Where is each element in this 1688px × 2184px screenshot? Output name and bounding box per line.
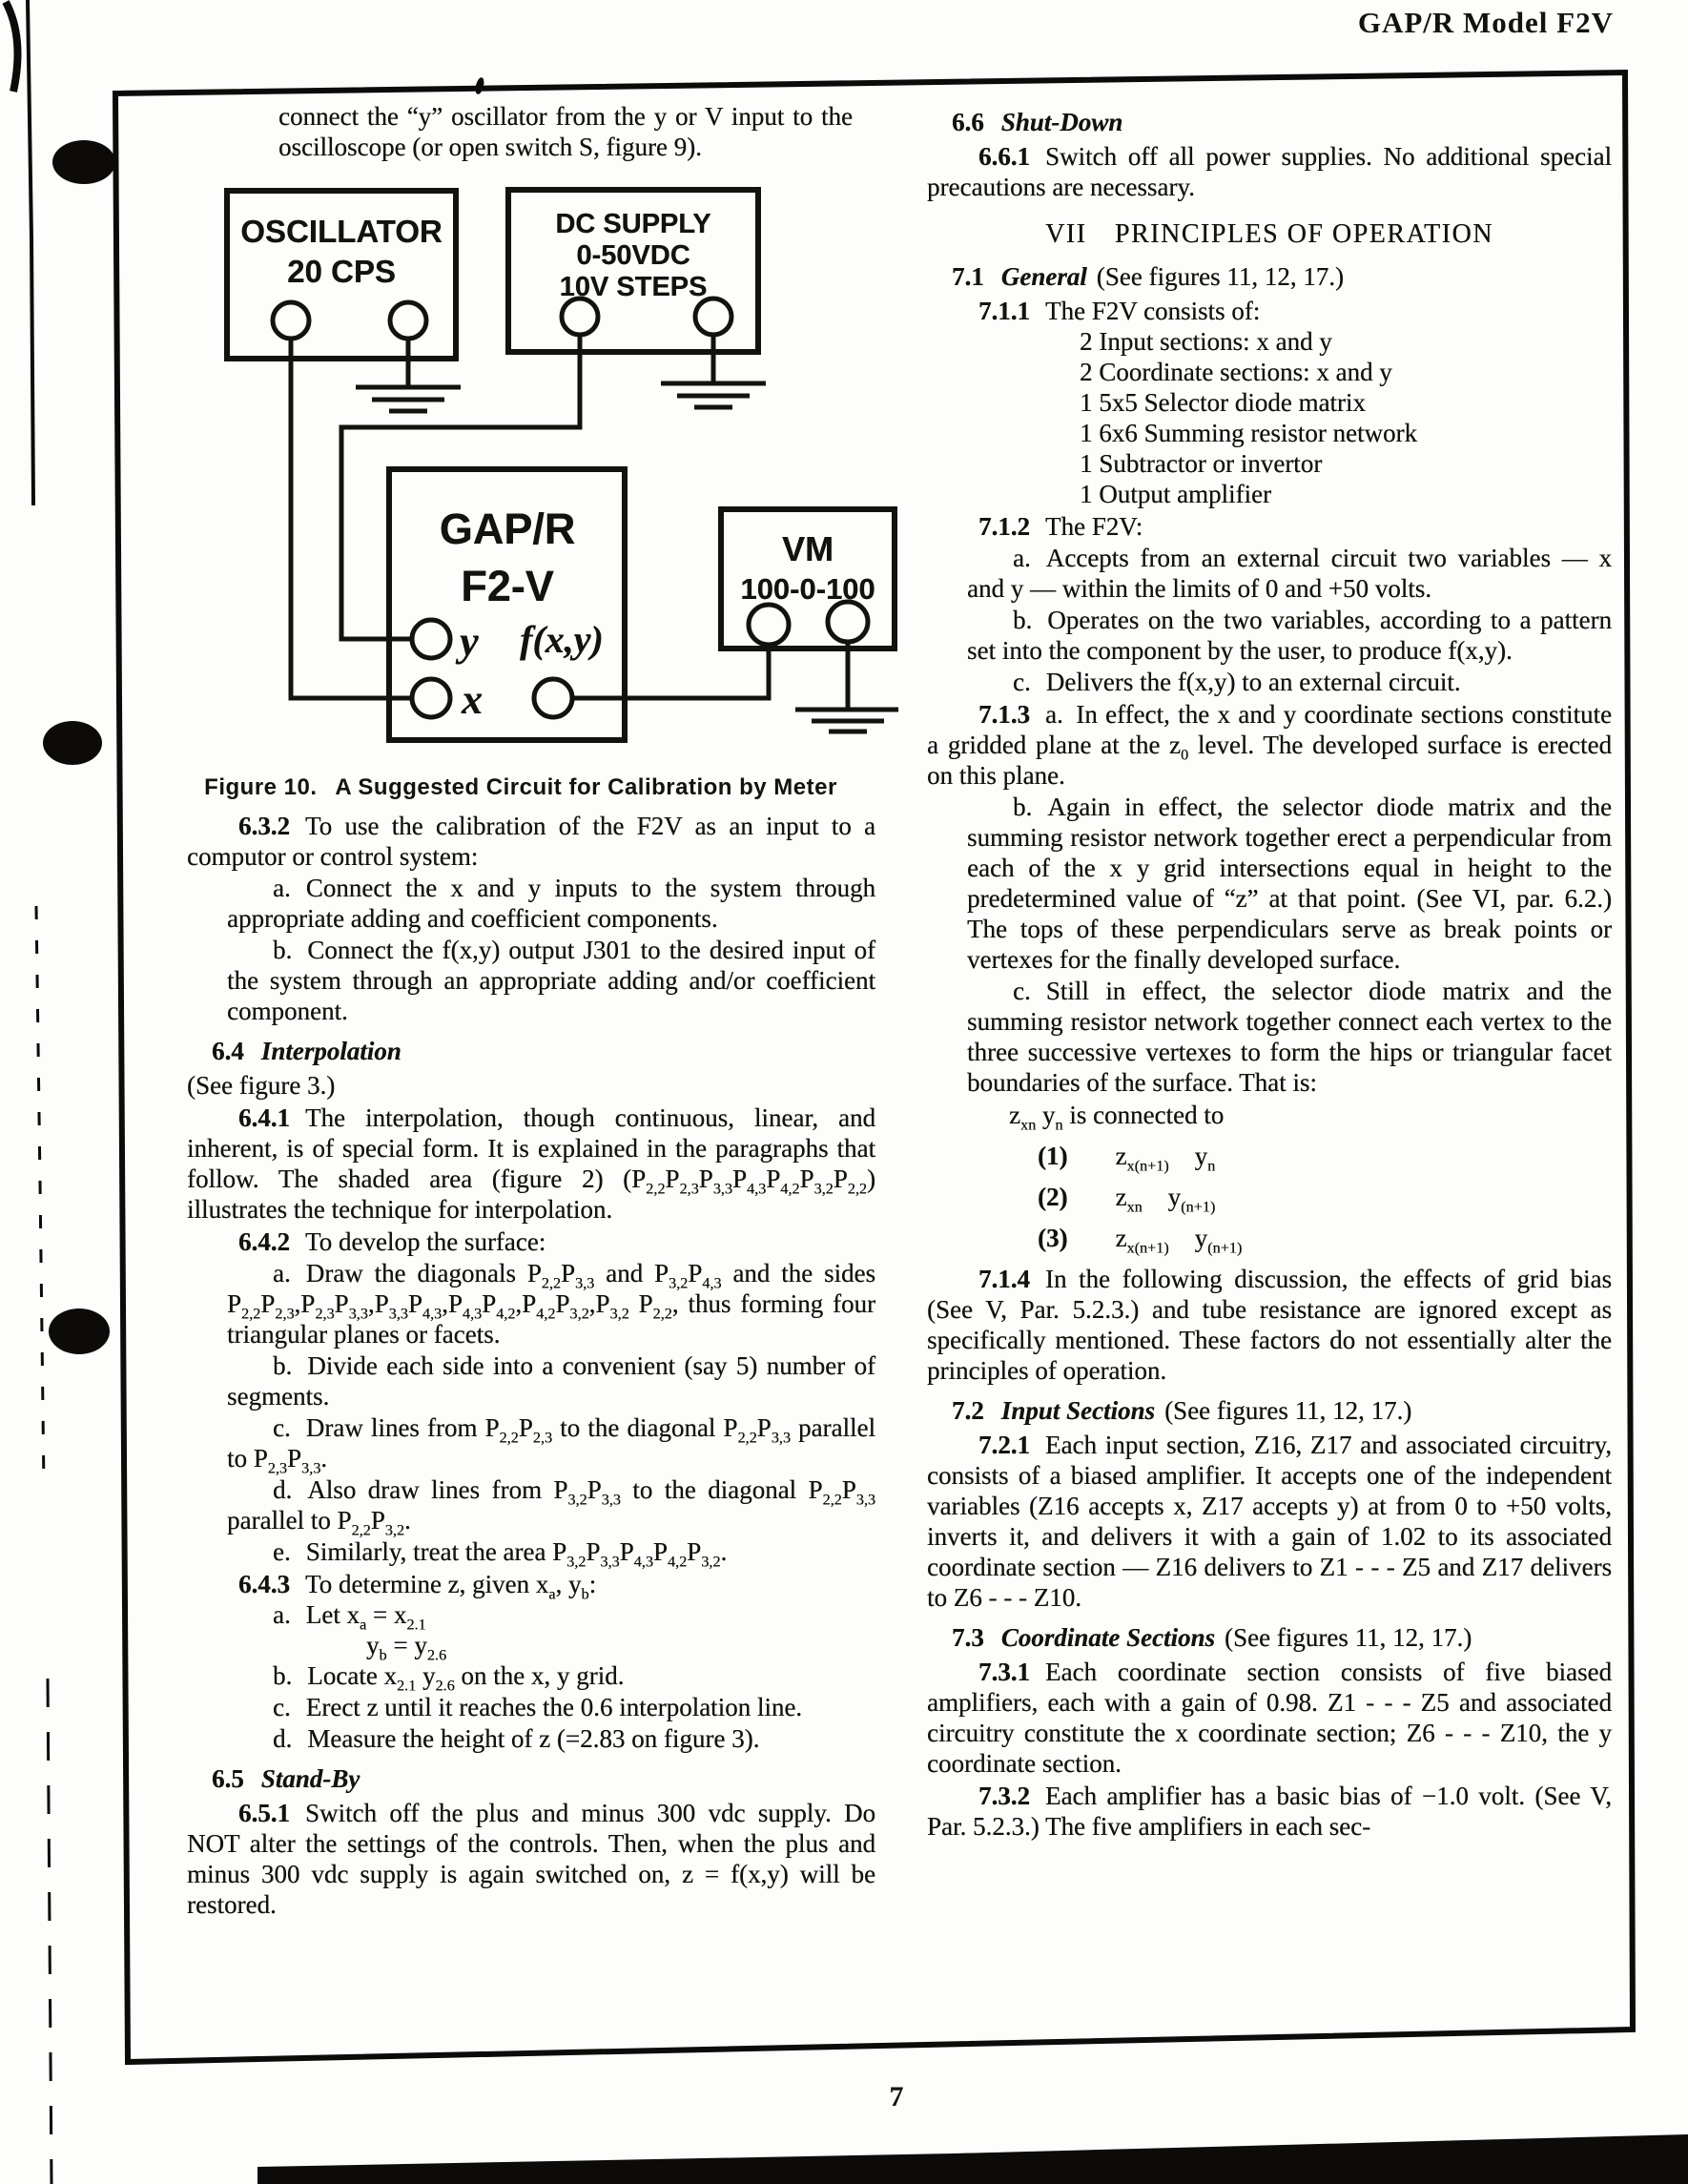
ground-icon	[795, 710, 898, 731]
dc-supply-label: DC SUPPLY	[555, 209, 711, 239]
oscillator-label: OSCILLATOR	[240, 214, 443, 249]
component-list-item: 1 Output amplifier	[1080, 480, 1271, 508]
edge-scan-line	[36, 906, 44, 1488]
vm-terminal	[828, 602, 868, 642]
punch-hole	[52, 140, 115, 184]
paragraph-6-6-1: 6.6.1 Switch off all power supplies. No additional special precautions are necessary.	[927, 142, 1612, 201]
y-port-label: y	[460, 618, 479, 665]
vm-scale-label: 100-0-100	[740, 572, 875, 606]
item-6-3-2-a: a. Connect the x and y inputs to the system through appropriate adding and coefficient components.	[227, 874, 875, 933]
paragraph-7-1-2: 7.1.2 The F2V:	[978, 512, 1143, 541]
figure-10	[143, 175, 898, 803]
equation-1: (1) $z_{x(n+1)}$ $y_n$	[1038, 1142, 1216, 1175]
section-vii-heading: VII PRINCIPLES OF OPERATION	[1045, 219, 1493, 249]
component-list-item: 1 Subtractor or invertor	[1080, 449, 1323, 478]
x-input-terminal	[412, 679, 450, 717]
y-input-terminal	[412, 620, 450, 658]
paragraph-6-4-2: 6.4.2 To develop the surface:	[238, 1227, 546, 1256]
paragraph-6-4-1: 6.4.1 The interpolation, though continuous, linear, and inherent, is of special form. It is explained in the paragraphs that follow. The shaded area (figure 2) $(P_{2,2}P_{2,3}P_{3,3}P_{4,3}P_{4,2}P_{3,2}P_{2,2})$ illustrates the technique for interpolation.	[187, 1103, 875, 1224]
figure-caption: Figure 10. A Suggested Circuit for Calibration by Meter	[204, 774, 837, 800]
item-7-1-2-b: b. Operates on the two variables, according to a pattern set into the component by the user, to produce f(x,y).	[967, 606, 1612, 665]
paragraph-7-3-1: 7.3.1 Each coordinate section consists of five biased amplifiers, each with a gain of 0.98. Z1 - - - Z5 and associated circuitry constitute the x coordinate section; Z6 - - - Z10, the y coordinate section.	[927, 1658, 1612, 1778]
ground-icon	[356, 387, 461, 411]
equation-2: (2) $z_{xn}$ $y_{(n+1)}$	[1038, 1183, 1216, 1216]
heading-6-4: 6.4 Interpolation	[212, 1037, 401, 1065]
component-list-item: 2 Coordinate sections: x and y	[1080, 358, 1392, 386]
equation-3: (3) $z_{x(n+1)}$ $y_{(n+1)}$	[1038, 1224, 1243, 1257]
terminal	[390, 302, 426, 339]
oscillator-freq-label: 20 CPS	[287, 254, 396, 289]
item-6-4-2-b: b. Divide each side into a convenient (say 5) number of segments.	[227, 1351, 875, 1411]
continuation-paragraph: connect the “y” oscillator from the y or V input to the oscilloscope (or open switch S, figure 9).	[278, 102, 853, 161]
paragraph-7-2-1: 7.2.1 Each input section, Z16, Z17 and associated circuitry, consists of a biased amplifier. It accepts one of the independent variables (Z16 accepts x, Z17 accepts y) at from 0 to +50 volts, inverts it, and delivers it with a gain of 1.02 to its associated coordinate section — Z16 delivers to Z1 - - - Z5 and Z17 delivers to Z6 - - - Z10.	[927, 1431, 1612, 1612]
heading-6-6: 6.6 Shut-Down	[952, 108, 1123, 136]
heading-7-1: 7.1 General (See figures 11, 12, 17.)	[952, 262, 1344, 291]
paragraph-6-5-1: 6.5.1 Switch off the plus and minus 300 vdc supply. Do NOT alter the settings of the controls. Then, when the plus and minus 300 vdc supply is again switched on, z = f(x,y) will be restored.	[187, 1799, 875, 1919]
wire-oscillator-to-x	[291, 339, 412, 698]
terminal	[562, 299, 598, 335]
bottom-scan-bar	[257, 2134, 1688, 2184]
paragraph-7-1-1: 7.1.1 The F2V consists of:	[978, 297, 1261, 325]
page-header: GAP/R Model F2V	[1357, 6, 1614, 39]
ink-speck	[474, 76, 485, 94]
right-column	[927, 107, 1612, 1842]
equation-xa: a. Let $x_a = x_{2.1}$	[273, 1600, 426, 1634]
edge-scan-line	[48, 1679, 51, 2184]
item-6-4-3-c: c. Erect z until it reaches the 0.6 interpolation line.	[273, 1693, 803, 1721]
connection-statement: $z_{xn}$ $y_n$ is connected to	[1009, 1101, 1225, 1134]
paragraph-7-3-2: 7.3.2 Each amplifier has a basic bias of −1.0 volt. (See V, Par. 5.2.3.) The five amplifiers in each sec-	[927, 1782, 1612, 1841]
calibration-circuit-diagram	[143, 175, 898, 767]
item-6-4-2-c: c. Draw lines from $P_{2,2}P_{2,3}$ to the diagonal $P_{2,2}P_{3,3}$ parallel to $P_{2,3}P_{3,3}$.	[227, 1413, 875, 1477]
f2v-brand-label: GAP/R	[439, 505, 576, 553]
page-number: 7	[889, 2081, 904, 2112]
note-see-figure-3: (See figure 3.)	[187, 1071, 336, 1100]
dc-supply-range-label: 0-50VDC	[576, 240, 690, 271]
vm-terminal	[749, 605, 789, 645]
component-list-item: 1 5x5 Selector diode matrix	[1080, 388, 1366, 417]
corner-scan-mark	[6, 2, 18, 92]
fxy-port-label: f(x,y)	[520, 618, 604, 661]
item-7-1-2-a: a. Accepts from an external circuit two variables — x and y — within the limits of 0 and +50 volts.	[967, 544, 1612, 603]
component-list-item: 2 Input sections: x and y	[1080, 327, 1332, 356]
ground-icon	[661, 383, 766, 407]
item-7-1-2-c: c. Delivers the f(x,y) to an external circuit.	[1013, 668, 1461, 696]
left-column	[187, 101, 875, 1920]
item-6-4-2-e: e. Similarly, treat the area $P_{3,2}P_{3,3}P_{4,3}P_{4,2}P_{3,2}$.	[273, 1537, 728, 1571]
item-6-4-3-b: b. Locate $x_{2.1}$ $y_{2.6}$ on the x, y grid.	[273, 1661, 625, 1695]
punch-hole	[49, 1308, 110, 1354]
dc-supply-steps-label: 10V STEPS	[559, 272, 708, 302]
heading-7-2: 7.2 Input Sections (See figures 11, 12, 17.)	[952, 1396, 1412, 1425]
item-7-1-3-b: b. Again in effect, the selector diode matrix and the summing resistor network together erect a perpendicular from each of the x y grid intersections equal in height to the predetermined value of “z” at that point. (See VI, par. 6.2.) The tops of these perpendiculars serve as break points or vertexes for the finally developed surface.	[967, 793, 1612, 974]
f2v-model-label: F2-V	[461, 562, 554, 610]
component-list-item: 1 6x6 Summing resistor network	[1080, 419, 1417, 447]
item-6-3-2-b: b. Connect the f(x,y) output J301 to the desired input of the system through an appropriate adding and/or coefficient component.	[227, 936, 875, 1025]
paragraph-7-1-3-a: 7.1.3 a. In effect, the x and y coordinate sections constitute a gridded plane at the $z_0$ level. The developed surface is erected on this plane.	[927, 700, 1612, 790]
output-terminal	[534, 679, 572, 717]
vm-label: VM	[782, 529, 834, 568]
equation-yb: $y_b = y_{2.6}$	[366, 1631, 447, 1664]
heading-6-5: 6.5 Stand-By	[212, 1764, 360, 1793]
item-7-1-3-c: c. Still in effect, the selector diode matrix and the summing resistor network together connect each vertex to the three successive vertexes to form the hips or triangular facet boundaries of the surface. That is:	[967, 977, 1612, 1097]
terminal	[695, 299, 731, 335]
paragraph-6-4-3: 6.4.3 To determine z, given $x_a$, $y_b$:	[238, 1570, 597, 1603]
terminal	[273, 302, 309, 339]
paragraph-6-3-2: 6.3.2 To use the calibration of the F2V as an input to a computor or control system:	[187, 812, 875, 871]
punch-hole	[43, 721, 102, 765]
item-6-4-3-d: d. Measure the height of z (=2.83 on figure 3).	[273, 1724, 760, 1753]
heading-7-3: 7.3 Coordinate Sections (See figures 11, 12, 17.)	[952, 1623, 1472, 1652]
paragraph-7-1-4: 7.1.4 In the following discussion, the effects of grid bias (See V, Par. 5.2.3.) and tube resistance are ignored except as specifically mentioned. These factors do not essentially alter the principles of operation.	[927, 1265, 1612, 1385]
edge-scan-line	[28, 0, 33, 505]
x-port-label: x	[462, 676, 483, 723]
item-6-4-2-a: a. Draw the diagonals $P_{2,2}P_{3,3}$ and $P_{3,2}P_{4,3}$ and the sides $P_{2,2}P_{2,3},P_{2,3}P_{3,3},P_{3,3}P_{4,3},P_{4,3}P_{4,2},P_{4,2}P_{3,2},P_{3,2}$ $P_{2,2}$, thus forming four triangular planes or facets.	[227, 1259, 875, 1349]
item-6-4-2-d: d. Also draw lines from $P_{3,2}P_{3,3}$ to the diagonal $P_{2,2}P_{3,3}$ parallel to $P_{2,2}P_{3,2}$.	[227, 1475, 875, 1539]
